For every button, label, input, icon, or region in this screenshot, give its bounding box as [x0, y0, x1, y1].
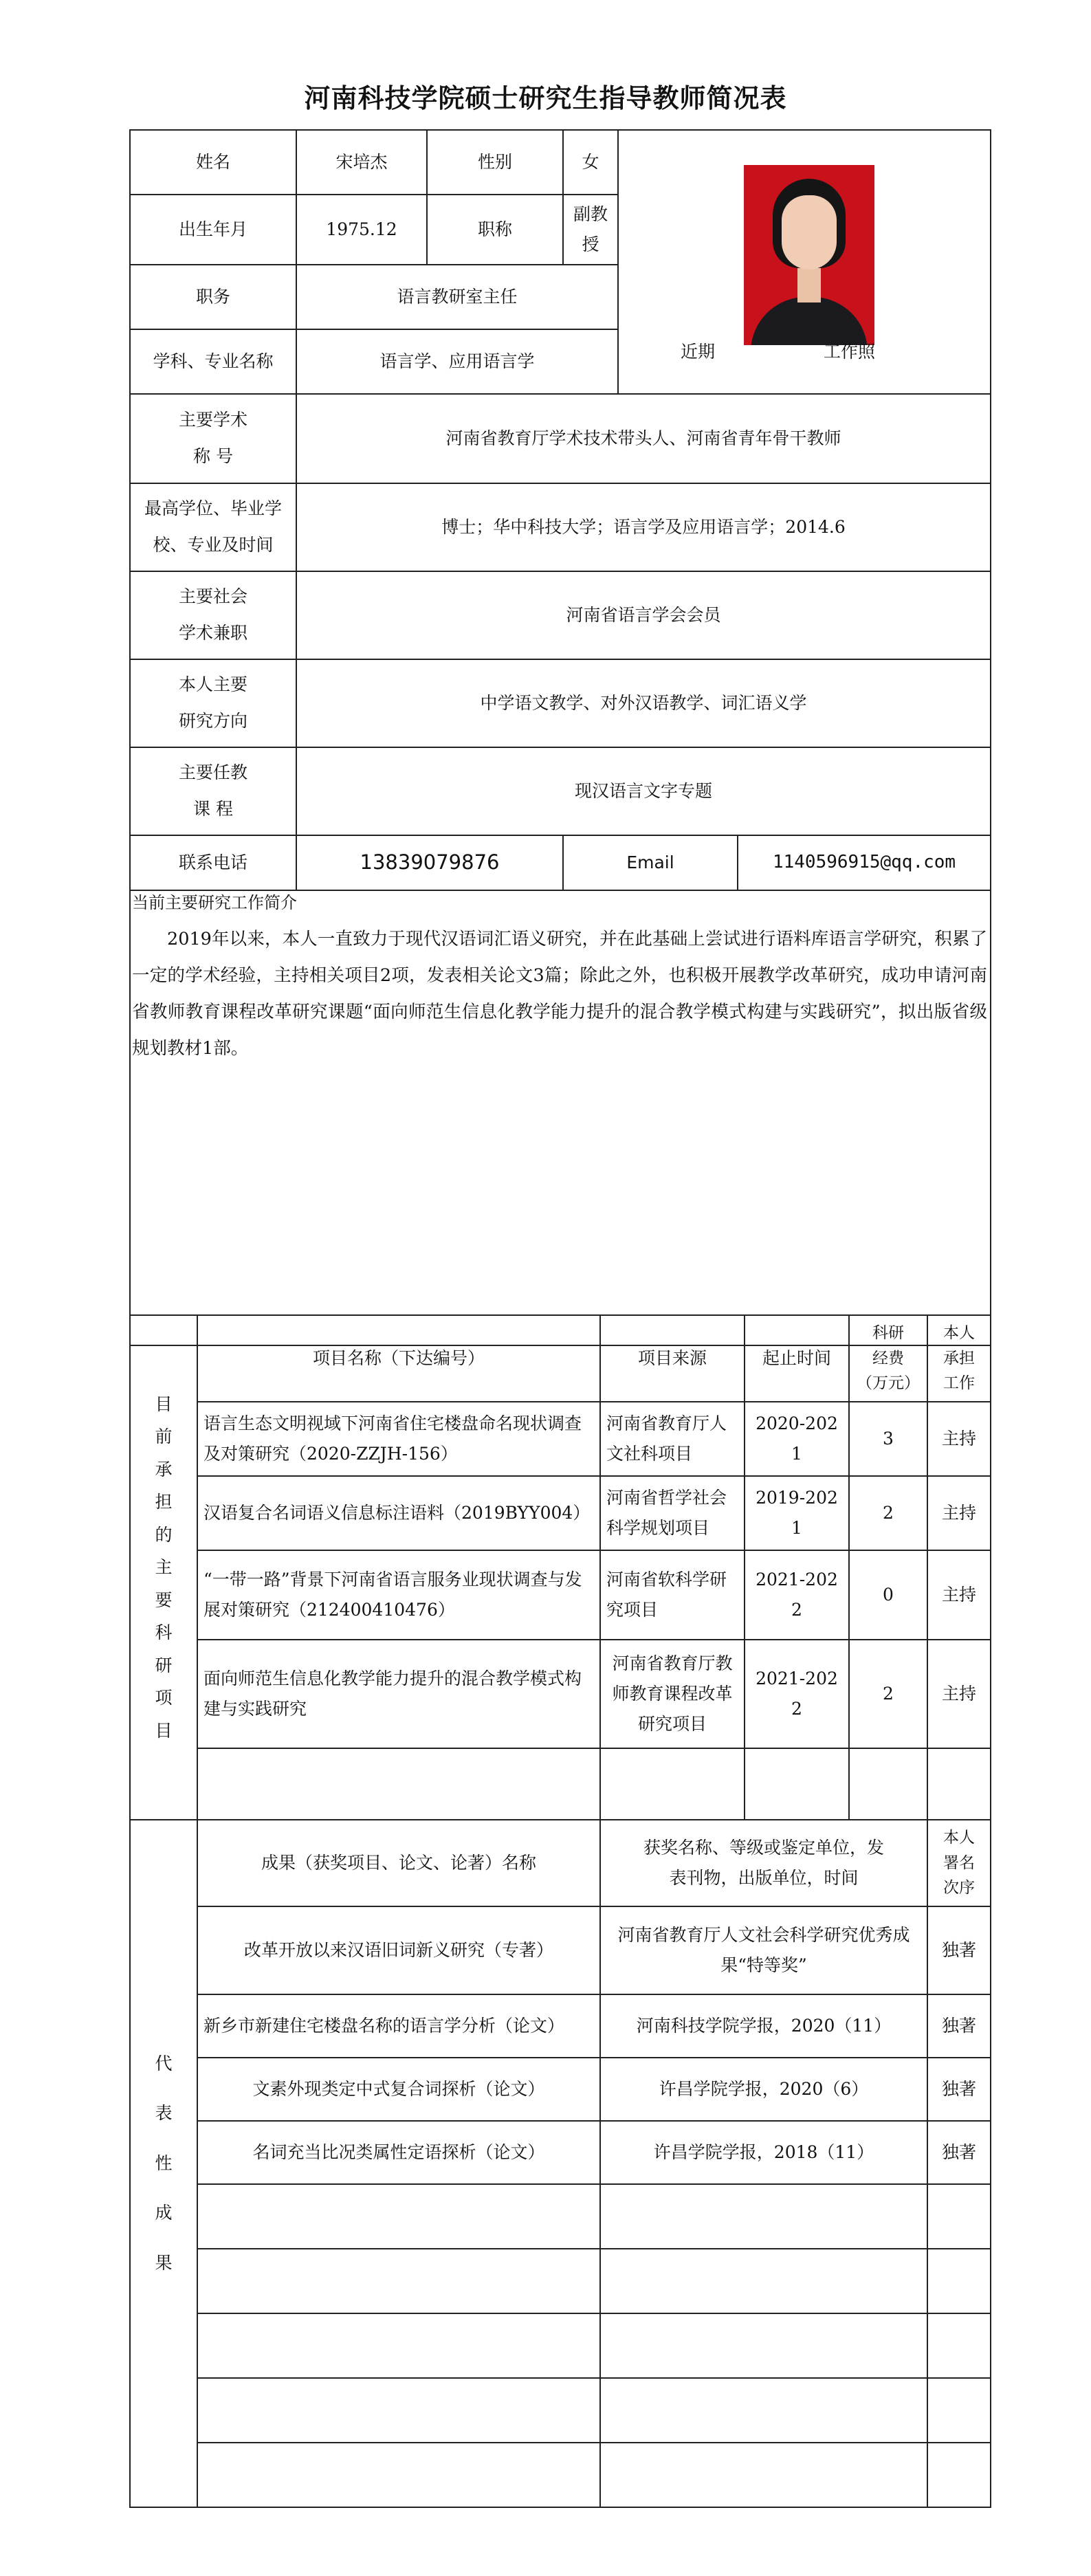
empty-cell — [927, 2443, 991, 2507]
projects-header-funds: 科研 经费 （万元） — [849, 1315, 927, 1402]
empty-cell — [600, 2443, 927, 2507]
achievement-info: 河南科技学院学报，2020（11） — [600, 1994, 927, 2058]
project-role: 主持 — [927, 1402, 991, 1476]
email-value: 1140596915@qq.com — [738, 835, 991, 890]
honor-value: 河南省教育厅学术技术带头人、河南省青年骨干教师 — [296, 394, 991, 483]
empty-cell — [197, 1748, 600, 1820]
project-period: 2019-2021 — [745, 1476, 849, 1550]
project-name: 语言生态文明视域下河南省住宅楼盘命名现状调查及对策研究（2020-ZZJH-156） — [197, 1402, 600, 1476]
project-name: 汉语复合名词语义信息标注语料（2019BYY004） — [197, 1476, 600, 1550]
project-source: 河南省教育厅人文社科项目 — [600, 1402, 745, 1476]
empty-cell — [197, 2184, 600, 2249]
name-label: 姓名 — [130, 130, 296, 195]
achievement-row-empty — [130, 2313, 991, 2378]
project-source: 河南省教育厅教师教育课程改革研究项目 — [600, 1640, 745, 1748]
degree-value: 博士；华中科技大学；语言学及应用语言学；2014.6 — [296, 483, 991, 571]
project-funds: 2 — [849, 1640, 927, 1748]
empty-cell — [745, 1748, 849, 1820]
gender-value: 女 — [563, 130, 618, 195]
achievement-row — [130, 1994, 991, 2058]
research-text: 2019年以来，本人一直致力于现代汉语词汇语义研究，并在此基础上尝试进行语料库语言学研究，积累了一定的学术经验，主持相关项目2项，发表相关论文3篇；除此之外，也积极开展教学改革研究，成功申请河南省教师教育课程改革研究课题“面向师范生信息化教学能力提升的混合教学模式构建与实践研究”，拟出版省级规划教材1部。 — [132, 928, 988, 1059]
degree-label: 最高学位、毕业学 校、专业及时间 — [130, 483, 296, 571]
project-row — [130, 1550, 991, 1640]
projects-header-period: 起止时间 — [745, 1315, 849, 1402]
empty-cell — [927, 2378, 991, 2443]
society-value: 河南省语言学会会员 — [296, 571, 991, 659]
gender-label: 性别 — [427, 130, 563, 195]
empty-cell — [927, 2249, 991, 2313]
birth-label: 出生年月 — [130, 195, 296, 265]
society-label: 主要社会 学术兼职 — [130, 571, 296, 659]
achievement-row-empty — [130, 2378, 991, 2443]
achievement-name: 新乡市新建住宅楼盘名称的语言学分析（论文） — [197, 1994, 600, 2058]
achievement-info: 许昌学院学报，2020（6） — [600, 2058, 927, 2121]
major-value: 语言学、应用语言学 — [296, 329, 618, 394]
project-period: 2021-2022 — [745, 1640, 849, 1748]
project-source: 河南省哲学社会科学规划项目 — [600, 1476, 745, 1550]
phone-value: 13839079876 — [296, 835, 563, 890]
achievement-order: 独著 — [927, 2121, 991, 2184]
empty-cell — [197, 2443, 600, 2507]
achievement-name: 文素外现类定中式复合词探析（论文） — [197, 2058, 600, 2121]
empty-cell — [197, 2249, 600, 2313]
email-label: Email — [563, 835, 738, 890]
empty-cell — [197, 2378, 600, 2443]
empty-cell — [600, 2184, 927, 2249]
achievement-order: 独著 — [927, 1906, 991, 1994]
project-period: 2020-2021 — [745, 1402, 849, 1476]
projects-achievements-table — [129, 1314, 991, 2508]
rank-label: 职称 — [427, 195, 563, 265]
project-role: 主持 — [927, 1640, 991, 1748]
projects-header-role: 本人 承担 工作 — [927, 1315, 991, 1402]
achievement-name: 名词充当比况类属性定语探析（论文） — [197, 2121, 600, 2184]
projects-header-name: 项目名称（下达编号） — [197, 1315, 600, 1402]
projects-header-source: 项目来源 — [600, 1315, 745, 1402]
achievement-row-empty — [130, 2443, 991, 2507]
achievement-row-empty — [130, 2249, 991, 2313]
achievements-side-label: 代 表 性 成 果 — [130, 1820, 197, 2507]
empty-cell — [927, 2184, 991, 2249]
project-name: 面向师范生信息化教学能力提升的混合教学模式构建与实践研究 — [197, 1640, 600, 1748]
achievement-row — [130, 2058, 991, 2121]
empty-cell — [600, 2313, 927, 2378]
portrait-photo — [744, 165, 874, 345]
project-funds: 3 — [849, 1402, 927, 1476]
empty-cell — [849, 1748, 927, 1820]
project-row — [130, 1640, 991, 1748]
photo-caption-right: 工作照 — [824, 342, 876, 362]
phone-label: 联系电话 — [130, 835, 296, 890]
achievements-header-order: 本人 署名 次序 — [927, 1820, 991, 1906]
achievement-row-empty — [130, 2184, 991, 2249]
page-title: 河南科技学院硕士研究生指导教师简况表 — [304, 83, 787, 113]
achievement-name: 改革开放以来汉语旧词新义研究（专著） — [197, 1906, 600, 1994]
photo-cell — [618, 130, 991, 394]
major-label: 学科、专业名称 — [130, 329, 296, 394]
position-value: 语言教研室主任 — [296, 265, 618, 329]
achievement-row — [130, 2121, 991, 2184]
project-role: 主持 — [927, 1476, 991, 1550]
achievements-header-info: 获奖名称、等级或鉴定单位，发表刊物，出版单位，时间 — [600, 1820, 927, 1906]
empty-cell — [600, 2249, 927, 2313]
basic-info-table — [129, 129, 991, 1346]
achievement-info: 河南省教育厅人文社会科学研究优秀成果“特等奖” — [600, 1906, 927, 1994]
name-value: 宋培杰 — [296, 130, 427, 195]
achievement-order: 独著 — [927, 1994, 991, 2058]
photo-caption-left: 近期 — [681, 342, 716, 362]
empty-cell — [927, 1748, 991, 1820]
empty-cell — [197, 2313, 600, 2378]
course-label: 主要任教 课 程 — [130, 747, 296, 835]
projects-side-label: 目 前 承 担 的 主 要 科 研 项 目 — [130, 1315, 197, 1820]
empty-cell — [600, 2378, 927, 2443]
empty-cell — [927, 2313, 991, 2378]
project-period: 2021-2022 — [745, 1550, 849, 1640]
direction-value: 中学语文教学、对外汉语教学、词汇语义学 — [296, 659, 991, 747]
portrait-face — [782, 195, 837, 269]
honor-label: 主要学术 称 号 — [130, 394, 296, 483]
empty-cell — [600, 1748, 745, 1820]
project-source: 河南省软科学研究项目 — [600, 1550, 745, 1640]
achievements-header-name: 成果（获奖项目、论文、论著）名称 — [197, 1820, 600, 1906]
birth-value: 1975.12 — [296, 195, 427, 265]
achievement-row — [130, 1906, 991, 1994]
achievement-order: 独著 — [927, 2058, 991, 2121]
research-heading: 当前主要研究工作简介 — [132, 892, 297, 912]
project-role: 主持 — [927, 1550, 991, 1640]
achievement-info: 许昌学院学报，2018（11） — [600, 2121, 927, 2184]
project-row — [130, 1402, 991, 1476]
rank-value: 副教授 — [563, 195, 618, 265]
project-row — [130, 1476, 991, 1550]
direction-label: 本人主要 研究方向 — [130, 659, 296, 747]
project-funds: 2 — [849, 1476, 927, 1550]
course-value: 现汉语言文字专题 — [296, 747, 991, 835]
project-name: “一带一路”背景下河南省语言服务业现状调查与发展对策研究（212400410476） — [197, 1550, 600, 1640]
portrait-neck — [797, 268, 821, 302]
project-funds: 0 — [849, 1550, 927, 1640]
position-label: 职务 — [130, 265, 296, 329]
research-summary — [130, 890, 991, 1345]
project-row-empty — [130, 1748, 991, 1820]
